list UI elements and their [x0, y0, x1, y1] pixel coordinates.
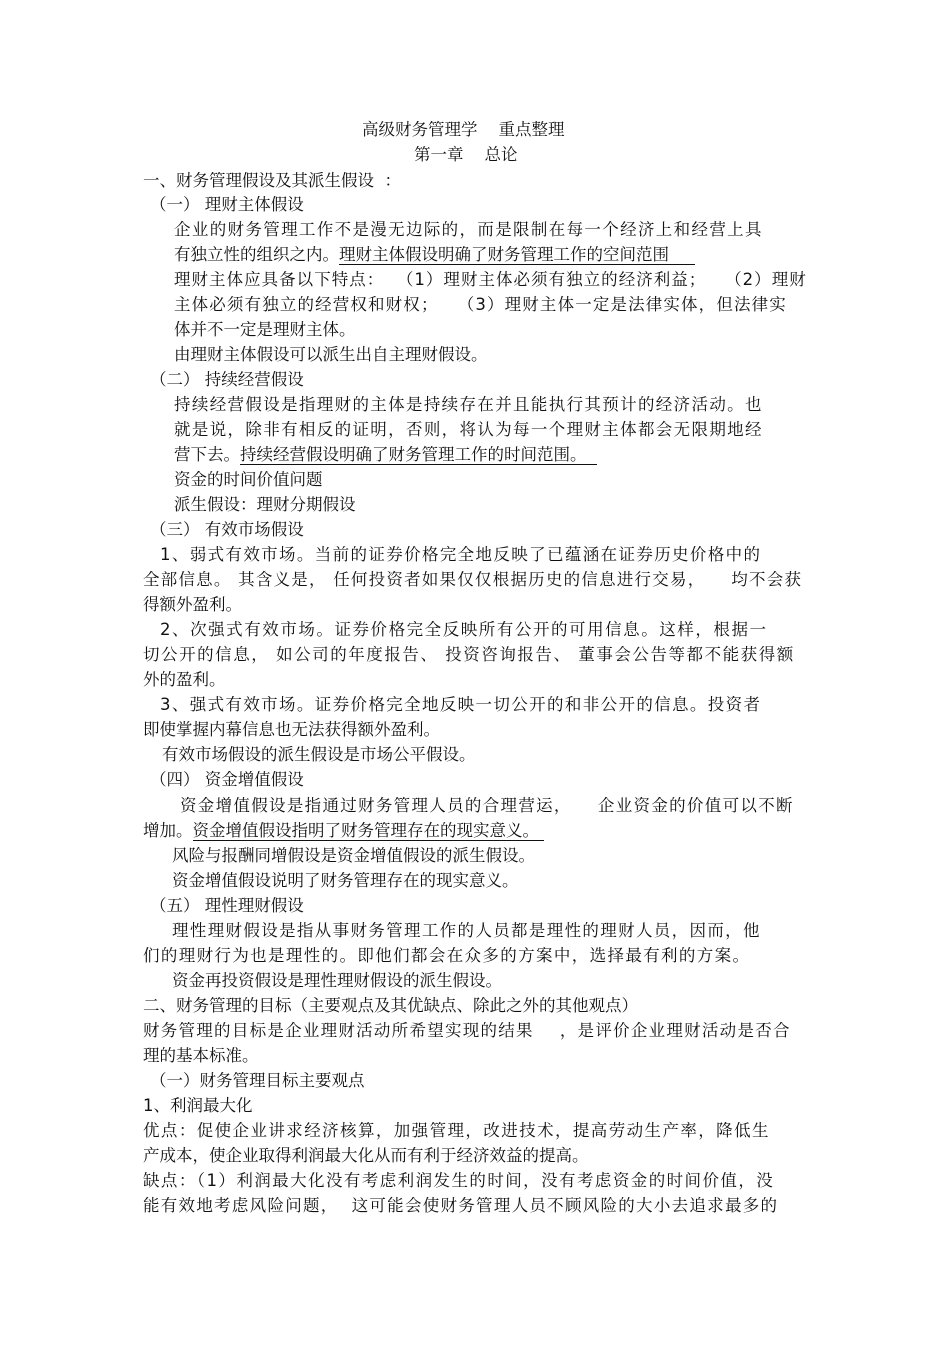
text-line	[160, 695, 761, 715]
document-title: 高级财务管理学 重点整理	[362, 120, 565, 139]
text-line	[143, 1196, 778, 1216]
text-segment: 优点：促使企业讲求经济核算，加强管理，改进技术，提高劳动生产率，降低生	[143, 1121, 770, 1140]
text-segment: 切公开的信息， 如公司的年度报告、 投资咨询报告、 董事会公告等都不能获得额	[143, 645, 795, 664]
text-line	[174, 320, 356, 340]
text-segment: 产成本，使企业取得利润最大化从而有利于经济效益的提高。	[143, 1146, 589, 1165]
text-segment: 一、财务管理假设及其派生假设 ：	[143, 171, 401, 190]
text-segment: 风险与报酬同增假设是资金增值假设的派生假设。	[172, 846, 535, 865]
text-segment: 即使掌握内幕信息也无法获得额外盈利。	[143, 720, 440, 739]
text-line	[143, 670, 226, 690]
text-segment: 外的盈利。	[143, 670, 226, 689]
text-segment: 营下去。	[174, 445, 240, 464]
text-segment: 资金的时间价值问题	[174, 470, 323, 489]
text-line	[174, 245, 695, 265]
text-segment: 财务管理的目标是企业理财活动所希望实现的结果 ，是评价企业理财活动是否合	[143, 1021, 791, 1040]
text-line	[174, 445, 597, 465]
text-segment: 2、次强式有效市场。证券价格完全反映所有公开的可用信息。这样，根据一	[160, 620, 768, 639]
text-line	[150, 370, 304, 390]
text-segment: 理性理财假设是指从事财务管理工作的人员都是理性的理财人员，因而，他	[172, 921, 761, 940]
text-segment: 企业的财务管理工作不是漫无边际的，而是限制在每一个经济上和经营上具	[174, 220, 763, 239]
text-segment: 资金增值假设说明了财务管理存在的现实意义。	[172, 871, 519, 890]
text-line	[174, 295, 787, 315]
text-line	[143, 1171, 774, 1191]
text-line	[172, 921, 761, 941]
text-segment: 体并不一定是理财主体。	[174, 320, 356, 339]
text-segment: 缺点：（1）利润最大化没有考虑利润发生的时间，没有考虑资金的时间价值，没	[143, 1171, 775, 1190]
text-line	[160, 545, 761, 565]
text-line	[143, 1046, 259, 1066]
text-segment: 就是说，除非有相反的证明，否则，将认为每一个理财主体都会无限期地经	[174, 420, 763, 439]
text-line	[172, 871, 519, 891]
underlined-phrase: 理财主体假设明确了财务管理工作的空间范围	[339, 245, 696, 264]
text-line	[150, 1071, 365, 1091]
text-line	[172, 971, 502, 991]
text-segment: （一）财务管理目标主要观点	[150, 1071, 365, 1090]
text-line	[172, 846, 535, 866]
text-segment: 资金再投资假设是理性理财假设的派生假设。	[172, 971, 502, 990]
text-line	[150, 195, 304, 215]
text-line	[143, 171, 401, 191]
text-line	[143, 570, 802, 590]
text-line	[150, 770, 304, 790]
text-segment: 得额外盈利。	[143, 595, 242, 614]
text-segment: 1、利润最大化	[143, 1096, 253, 1115]
text-line	[174, 270, 807, 290]
text-line	[174, 395, 763, 415]
text-segment: 增加。	[143, 821, 193, 840]
text-segment: 持续经营假设是指理财的主体是持续存在并且能执行其预计的经济活动。也	[174, 395, 763, 414]
text-segment: （五） 理性理财假设	[150, 896, 304, 915]
text-segment: 二、财务管理的目标（主要观点及其优缺点、除此之外的其他观点）	[143, 996, 638, 1015]
text-segment: 能有效地考虑风险问题， 这可能会使财务管理人员不顾风险的大小去追求最多的	[143, 1196, 779, 1215]
text-line	[174, 470, 323, 490]
text-segment: 全部信息。 其含义是， 任何投资者如果仅仅根据历史的信息进行交易， 均不会获	[143, 570, 803, 589]
chapter-heading: 第一章 总论	[414, 145, 518, 164]
text-line	[143, 1121, 770, 1141]
text-segment: 有效市场假设的派生假设是市场公平假设。	[162, 745, 476, 764]
text-line	[143, 946, 750, 966]
text-segment: 们的理财行为也是理性的。即他们都会在众多的方案中，选择最有利的方案。	[143, 946, 751, 965]
text-line	[162, 745, 476, 765]
text-segment: （四） 资金增值假设	[150, 770, 304, 789]
text-segment: 有独立性的组织之内。	[174, 245, 339, 264]
text-segment: （三） 有效市场假设	[150, 520, 304, 539]
text-segment: 3、强式有效市场。证券价格完全地反映一切公开的和非公开的信息。投资者	[160, 695, 762, 714]
text-line	[143, 645, 795, 665]
text-line	[143, 1096, 253, 1116]
underlined-phrase: 资金增值假设指明了财务管理存在的现实意义。	[192, 821, 545, 840]
text-line	[150, 520, 304, 540]
text-line	[180, 796, 794, 816]
text-line	[174, 420, 763, 440]
text-line	[143, 996, 638, 1016]
text-segment: 1、弱式有效市场。当前的证券价格完全地反映了已蕴涵在证券历史价格中的	[160, 545, 762, 564]
text-segment: 理的基本标准。	[143, 1046, 259, 1065]
text-line	[174, 345, 488, 365]
text-segment: 主体必须有独立的经营权和财权； （3）理财主体一定是法律实体，但法律实	[174, 295, 787, 314]
underlined-phrase: 持续经营假设明确了财务管理工作的时间范围。	[240, 445, 597, 464]
text-segment: 由理财主体假设可以派生出自主理财假设。	[174, 345, 488, 364]
text-line	[174, 495, 356, 515]
text-line	[174, 220, 763, 240]
text-segment: 资金增值假设是指通过财务管理人员的合理营运， 企业资金的价值可以不断	[180, 796, 794, 815]
text-segment: （一） 理财主体假设	[150, 195, 304, 214]
text-line	[143, 821, 544, 841]
text-segment: 派生假设：理财分期假设	[174, 495, 356, 514]
text-segment: （二） 持续经营假设	[150, 370, 304, 389]
text-line	[143, 1021, 791, 1041]
text-segment: 理财主体应具备以下特点： （1）理财主体必须有独立的经济利益； （2）理财	[174, 270, 807, 289]
text-line	[143, 1146, 589, 1166]
text-line	[160, 620, 768, 640]
text-line	[143, 720, 440, 740]
text-line	[143, 595, 242, 615]
text-line	[150, 896, 304, 916]
